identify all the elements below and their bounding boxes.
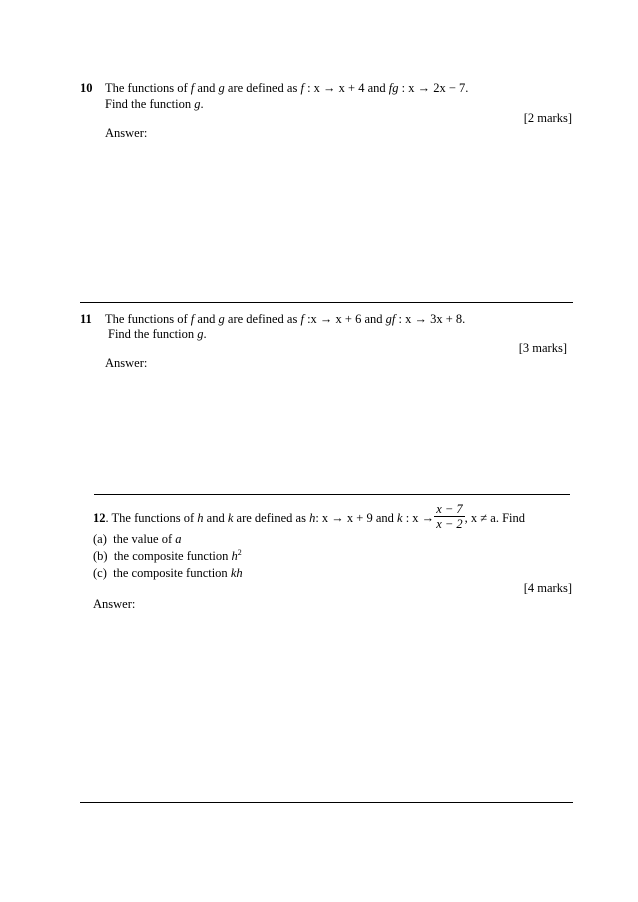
q12-answer-label: Answer: xyxy=(93,597,136,611)
q12-part-a: (a) the value of a xyxy=(93,532,182,546)
q12-fraction-numerator: x − 7 xyxy=(436,502,463,516)
q10-find: Find the function g. xyxy=(105,97,204,111)
q12-marks: [4 marks] xyxy=(523,581,572,595)
q12-fraction-denominator: x − 2 xyxy=(436,517,463,532)
q10-answer-label: Answer: xyxy=(105,126,148,140)
q11-marks: [3 marks] xyxy=(518,341,567,355)
q11-answer-label: Answer: xyxy=(105,356,148,370)
q11-statement: The functions of f and g are defined as f :x → x + 6 and gf : x → 3x + 8. xyxy=(105,312,466,326)
divider-bottom xyxy=(80,802,573,803)
q12-fraction xyxy=(434,502,464,532)
q10-number: 10 xyxy=(80,81,93,95)
q12-statement: 12. The functions of h and k are defined as h: x → x + 9 and k : x → $\frac{x - 7}{x - 2}$ , x ≠ a. Find xyxy=(93,502,526,532)
divider-q10-q11 xyxy=(80,302,573,303)
q11-find: Find the function g. xyxy=(108,327,207,341)
q11-number: 11 xyxy=(80,312,92,326)
divider-q11-q12 xyxy=(94,494,570,495)
q10-marks: [2 marks] xyxy=(523,111,572,125)
q10-statement: The functions of f and g are defined as f : x → x + 4 and fg : x → 2x − 7. xyxy=(105,81,469,95)
q12-part-c: (c) the composite function kh xyxy=(93,566,243,580)
q12-part-b: (b) the composite function $h^2$ xyxy=(93,547,242,563)
